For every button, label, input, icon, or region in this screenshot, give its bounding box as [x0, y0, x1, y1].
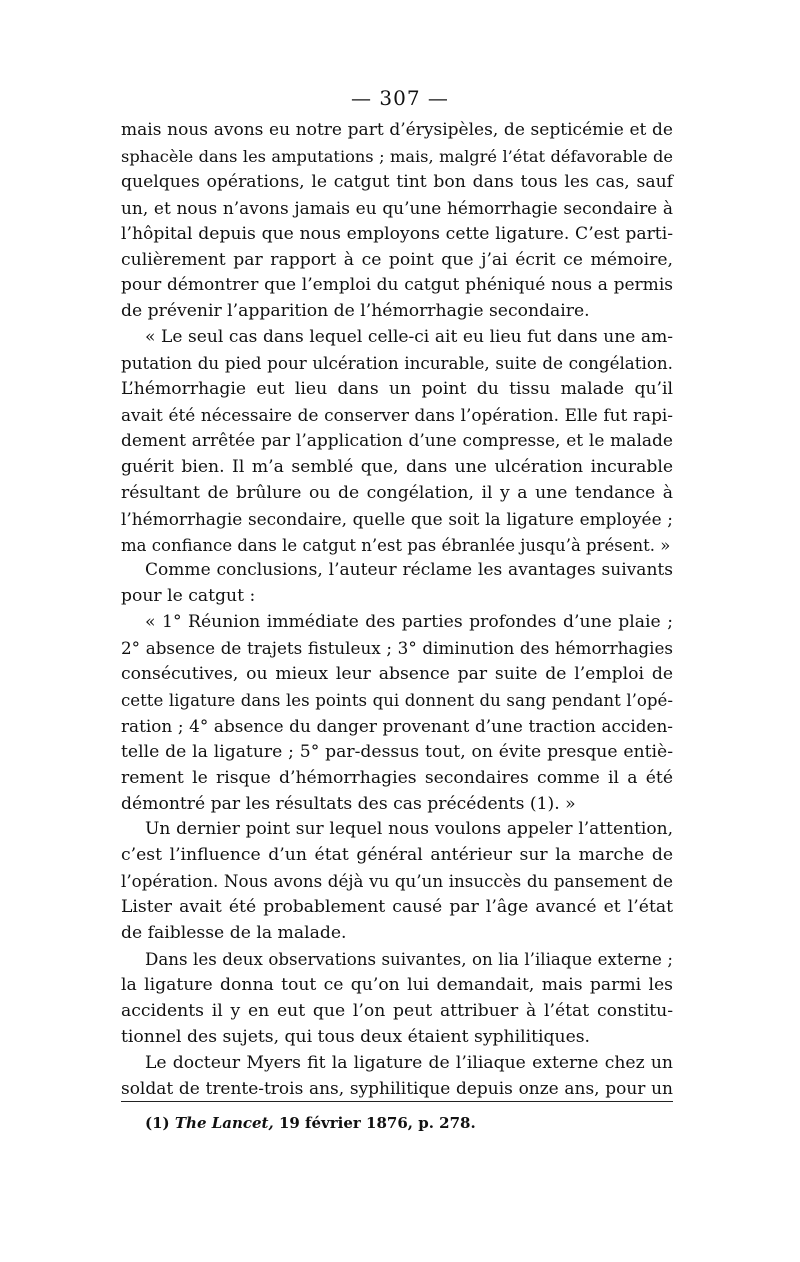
text-line: avait été nécessaire de conserver dans l’opération. Elle fut rapi-: [121, 404, 673, 425]
text-line: tionnel des sujets, qui tous deux étaient syphilitiques.: [121, 1026, 591, 1047]
text-line: culièrement par rapport à ce point que j’ai écrit ce mémoire,: [121, 249, 673, 270]
text-line: dement arrêtée par l’application d’une compresse, et le malade: [121, 430, 673, 451]
footnote-reference: 19 février 1876, p. 278.: [278, 1114, 476, 1132]
text-line: un, et nous n’avons jamais eu qu’une hémorrhagie secondaire à: [121, 197, 673, 218]
text-line: cette ligature dans les points qui donnent du sang pendant l’opé-: [121, 690, 673, 710]
footnote-divider: [121, 1101, 673, 1102]
text-line: de prévenir l’apparition de l’hémorrhagie secondaire.: [121, 301, 590, 322]
text-line: putation du pied pour ulcération incurable, suite de congélation.: [121, 353, 673, 374]
text-line: 2° absence de trajets fistuleux ; 3° diminution des hémorrhagies: [121, 638, 673, 659]
text-line: la ligature donna tout ce qu’on lui demandait, mais parmi les: [121, 974, 673, 995]
text-line: rement le risque d’hémorrhagies secondaires comme il a été: [121, 767, 673, 788]
text-line: pour démontrer que l’emploi du catgut phéniqué nous a permis: [121, 275, 673, 296]
text-line: quelques opérations, le catgut tint bon dans tous les cas, sauf: [121, 171, 673, 192]
text-line: l’opération. Nous avons déjà vu qu’un insuccès du pansement de: [121, 872, 673, 892]
text-line: ma confiance dans le catgut n’est pas ébranlée jusqu’à présent. »: [121, 535, 671, 555]
text-line: Comme conclusions, l’auteur réclame les avantages suivants: [145, 560, 673, 581]
text-line: sphacèle dans les amputations ; mais, malgré l’état défavorable de: [121, 146, 673, 166]
text-line: Un dernier point sur lequel nous voulons appeler l’attention,: [145, 819, 673, 840]
text-line: mais nous avons eu notre part d’érysipèles, de septicémie et de: [121, 120, 673, 140]
text-line: de faiblesse de la malade.: [121, 923, 347, 944]
text-line: Lister avait été probablement causé par l’âge avancé et l’état: [121, 897, 673, 918]
text-line: résultant de brûlure ou de congélation, il y a une tendance à: [121, 482, 673, 503]
footnote-marker: (1): [145, 1114, 170, 1132]
body-text: [121, 118, 673, 1102]
text-line: L’hémorrhagie eut lieu dans un point du tissu malade qu’il: [121, 379, 673, 400]
text-line: l’hémorrhagie secondaire, quelle que soit la ligature employée ;: [121, 508, 673, 529]
text-line: pour le catgut :: [121, 586, 256, 607]
text-line: consécutives, ou mieux leur absence par suite de l’emploi de: [121, 664, 673, 685]
text-line: telle de la ligature ; 5° par-dessus tout, on évite presque entiè-: [121, 741, 673, 762]
text-line: accidents il y en eut que l’on peut attribuer à l’état constitu-: [121, 1000, 673, 1021]
footnote: [145, 1113, 476, 1133]
text-line: soldat de trente-trois ans, syphilitique depuis onze ans, pour un: [121, 1078, 673, 1099]
text-line: c’est l’influence d’un état général antérieur sur la marche de: [121, 845, 673, 866]
footnote-journal: The Lancet,: [174, 1114, 274, 1132]
text-line: Le docteur Myers fit la ligature de l’iliaque externe chez un: [145, 1052, 673, 1073]
text-line: guérit bien. Il m’a semblé que, dans une ulcération incurable: [121, 456, 673, 477]
text-line: démontré par les résultats des cas précédents (1). »: [121, 793, 576, 814]
text-line: « 1° Réunion immédiate des parties profondes d’une plaie ;: [145, 612, 673, 633]
page-number: — 307 —: [351, 86, 449, 110]
text-line: ration ; 4° absence du danger provenant d’une traction acciden-: [121, 715, 673, 736]
text-line: « Le seul cas dans lequel celle-ci ait eu lieu fut dans une am-: [145, 327, 673, 348]
text-line: Dans les deux observations suivantes, on lia l’iliaque externe ;: [145, 950, 673, 969]
text-line: l’hôpital depuis que nous employons cette ligature. C’est parti-: [121, 223, 673, 244]
